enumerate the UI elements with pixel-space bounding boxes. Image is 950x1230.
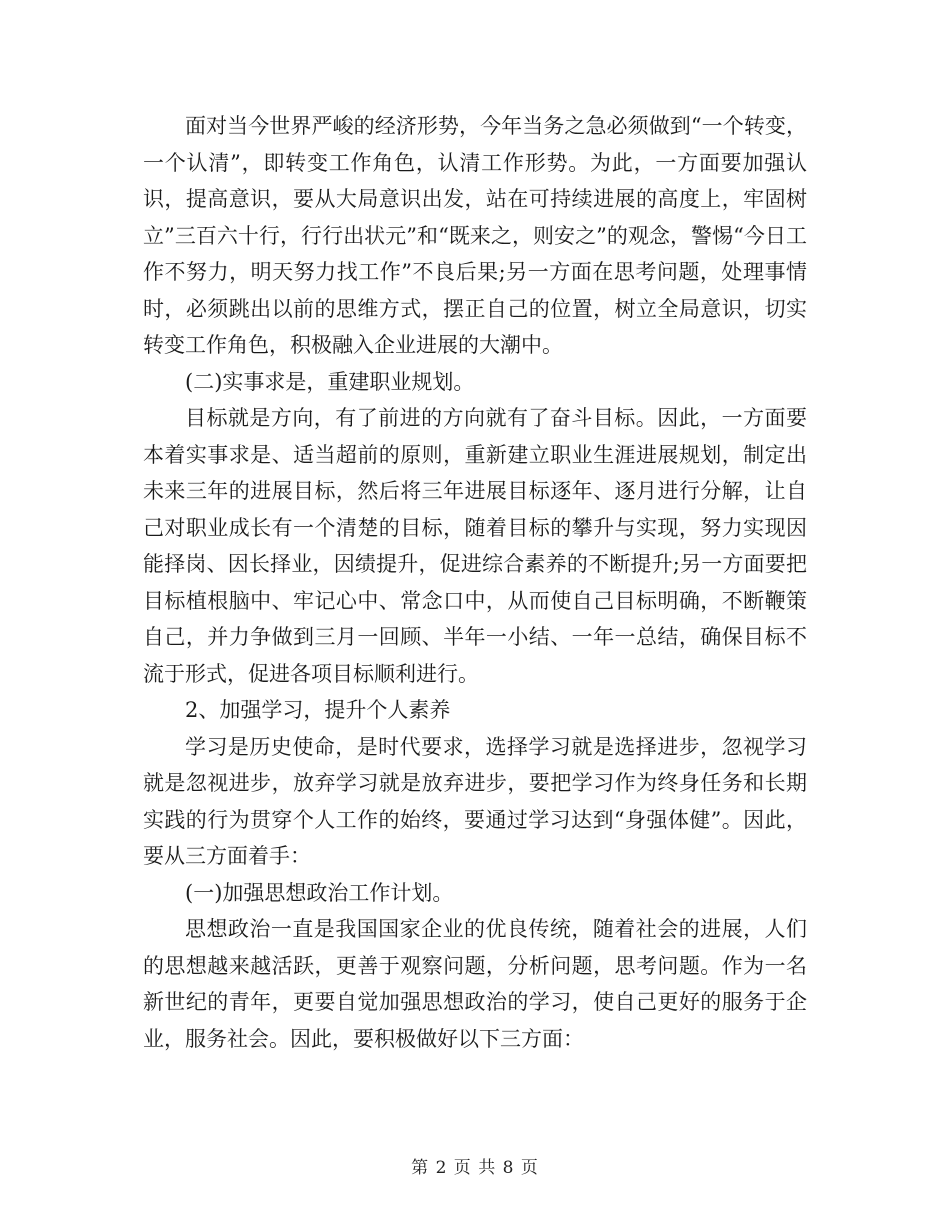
page-number-footer: 第 2 页 共 8 页 xyxy=(411,1158,539,1178)
heading-political-work: (一)加强思想政治工作计划。 xyxy=(185,880,454,905)
paragraph-career-plan: 目标就是方向，有了前进的方向就有了奋斗目标。因此，一方面要本着实事求是、适当超前的原则，重新建立职业生涯进展规划，制定出未来三年的进展目标，然后将三年进展目标逐年、逐月进行分解，让自己对职业成长有一个清楚的目标，随着目标的攀升与实现，努力实现因能择岗、因长择业，因绩提升，促进综合素养的不断提升;另一方面要把目标植根脑中、牢记心中、常念口中，从而使自己目标明确，不断鞭策自己，并力争做到三月一回顾、半年一小结、一年一总结，确保目标不流于形式，促进各项目标顺利进行。 xyxy=(143,406,807,686)
paragraph-learning: 学习是历史使命，是时代要求，选择学习就是选择进步，忽视学习就是忽视进步，放弃学习就是放弃进步，要把学习作为终身任务和长期实践的行为贯穿个人工作的始终，要通过学习达到“身强体健”。因此，要从三方面着手： xyxy=(143,734,807,868)
heading-learning: 2、加强学习，提升个人素养 xyxy=(185,698,451,722)
heading-career-plan: (二)实事求是，重建职业规划。 xyxy=(185,369,475,394)
paragraph-political-work: 思想政治一直是我国国家企业的优良传统，随着社会的进展，人们的思想越来越活跃，更善于观察问题，分析问题，思考问题。作为一名新世纪的青年，更要自觉加强思想政治的学习，使自己更好的服务于企业，服务社会。因此，要积极做好以下三方面： xyxy=(143,917,807,1051)
document-body xyxy=(143,108,807,1057)
paragraph-intro: 面对当今世界严峻的经济形势，今年当务之急必须做到“一个转变，一个认清”，即转变工作角色，认清工作形势。为此，一方面要加强认识，提高意识，要从大局意识出发，站在可持续进展的高度上，牢固树立”三百六十行，行行出状元”和“既来之，则安之”的观念，警惕“今日工作不努力，明天努力找工作”不良后果;另一方面在思考问题，处理事情时，必须跳出以前的思维方式，摆正自己的位置，树立全局意识，切实转变工作角色，积极融入企业进展的大潮中。 xyxy=(143,114,807,357)
